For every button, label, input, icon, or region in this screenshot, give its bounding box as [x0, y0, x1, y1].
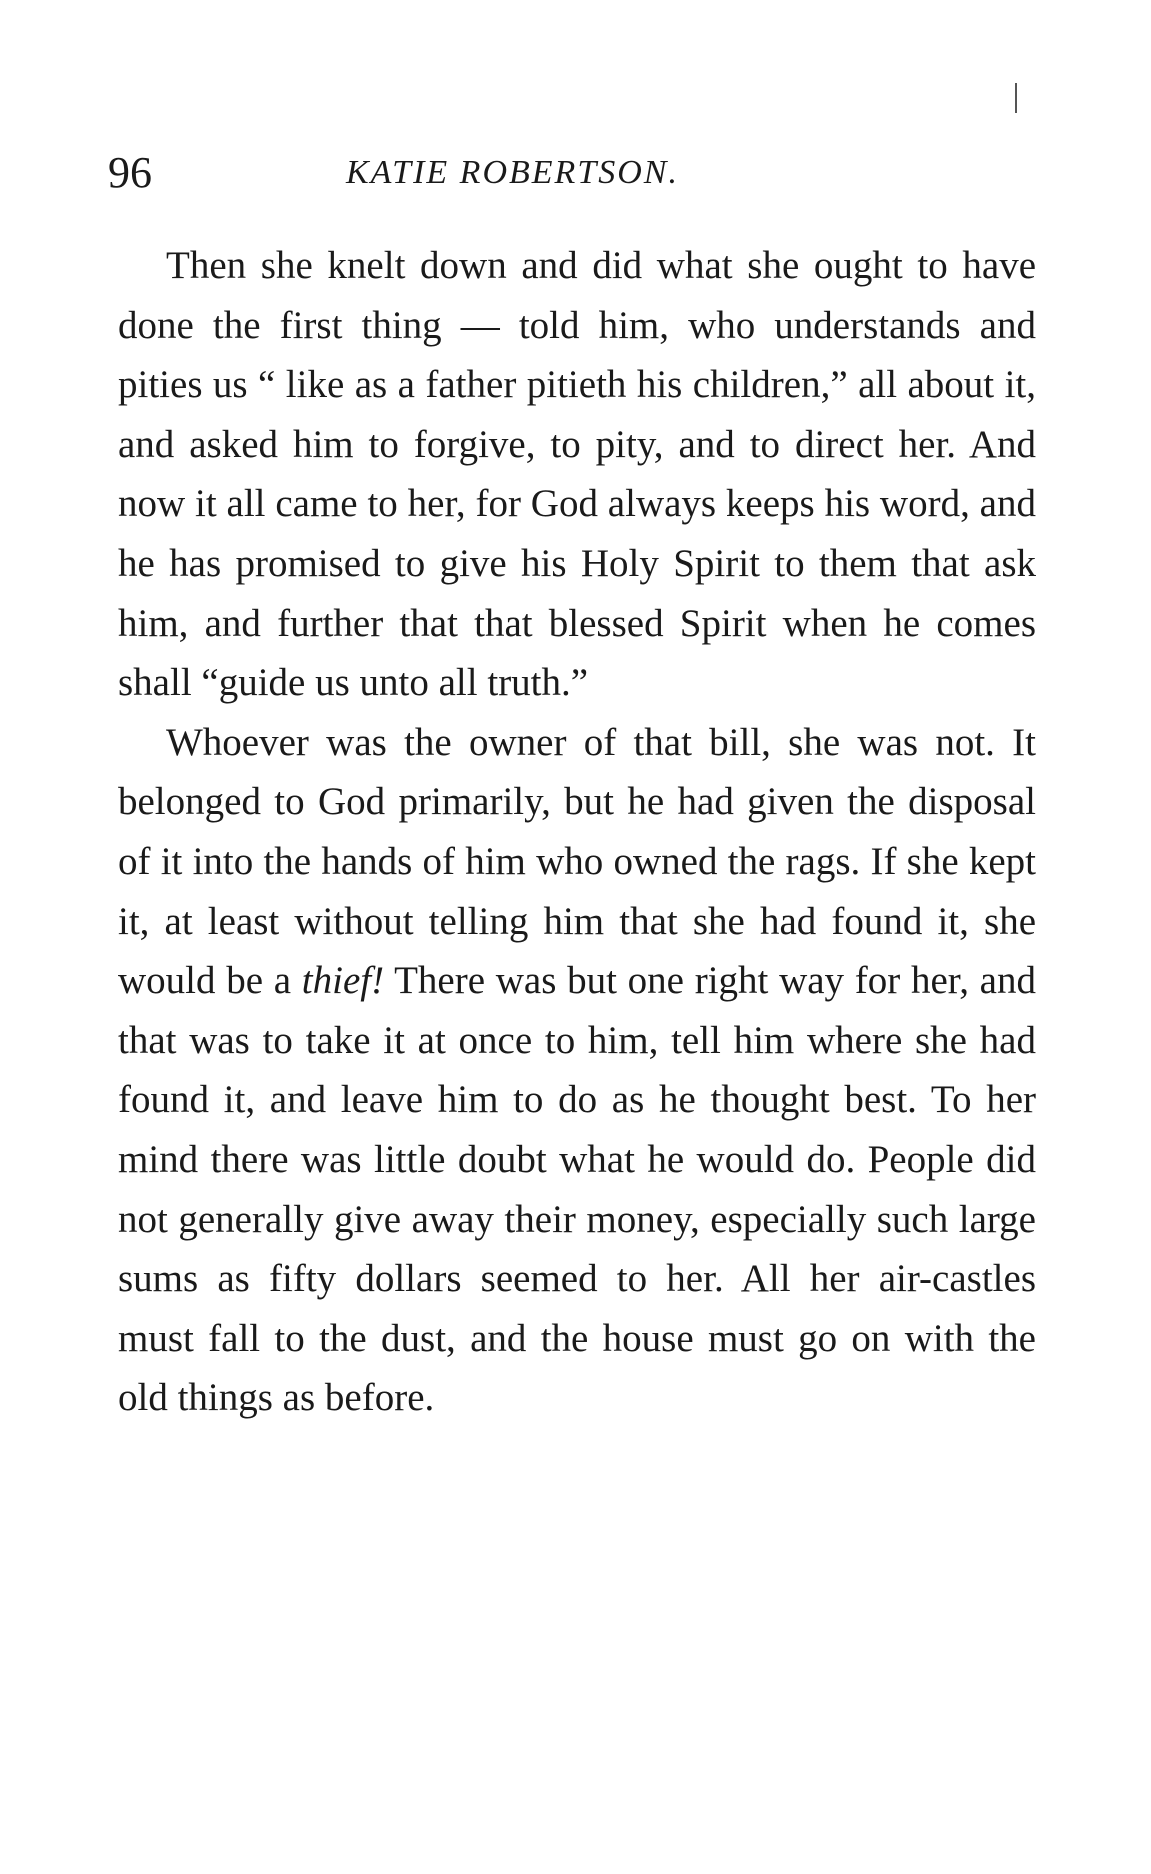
scan-mark — [1015, 83, 1017, 113]
paragraph-1: Then she knelt down and did what she ought to have done the first thing — told him, who understands and pities us “ like as a father pitieth his children,” all about it, and asked him to forgive, to pity, and to direct her. And now it all came to her, for God always keeps his word, and he has promised to give his Holy Spirit to them that ask him, and further that that blessed Spirit when he comes shall “guide us unto all truth.” — [118, 244, 1036, 705]
paragraph-2-after: There was but one right way for her, and that was to take it at once to him, tell him where she had found it, and leave him to do as he thought best. To her mind there was little doubt what he would do. People did not generally give away their money, especially such large sums as fifty dollars seemed to her. All her air-castles must fall to the dust, and the house must go on with the old things as before. — [118, 959, 1036, 1420]
paragraph-2-before: Whoever was the owner of that bill, she was not. It belonged to God primarily, but he had given the disposal of it into the hands of him who owned the rags. If she kept it, at least without telling him that she had found it, she would be a — [118, 720, 1036, 1003]
paragraph-2-emphasis: thief! — [301, 959, 385, 1003]
page-header — [108, 148, 1028, 198]
running-title: KATIE ROBERTSON. — [346, 154, 679, 191]
paragraph-2 — [118, 713, 1036, 1428]
body-text — [118, 236, 1036, 1428]
page-number: 96 — [108, 148, 152, 197]
